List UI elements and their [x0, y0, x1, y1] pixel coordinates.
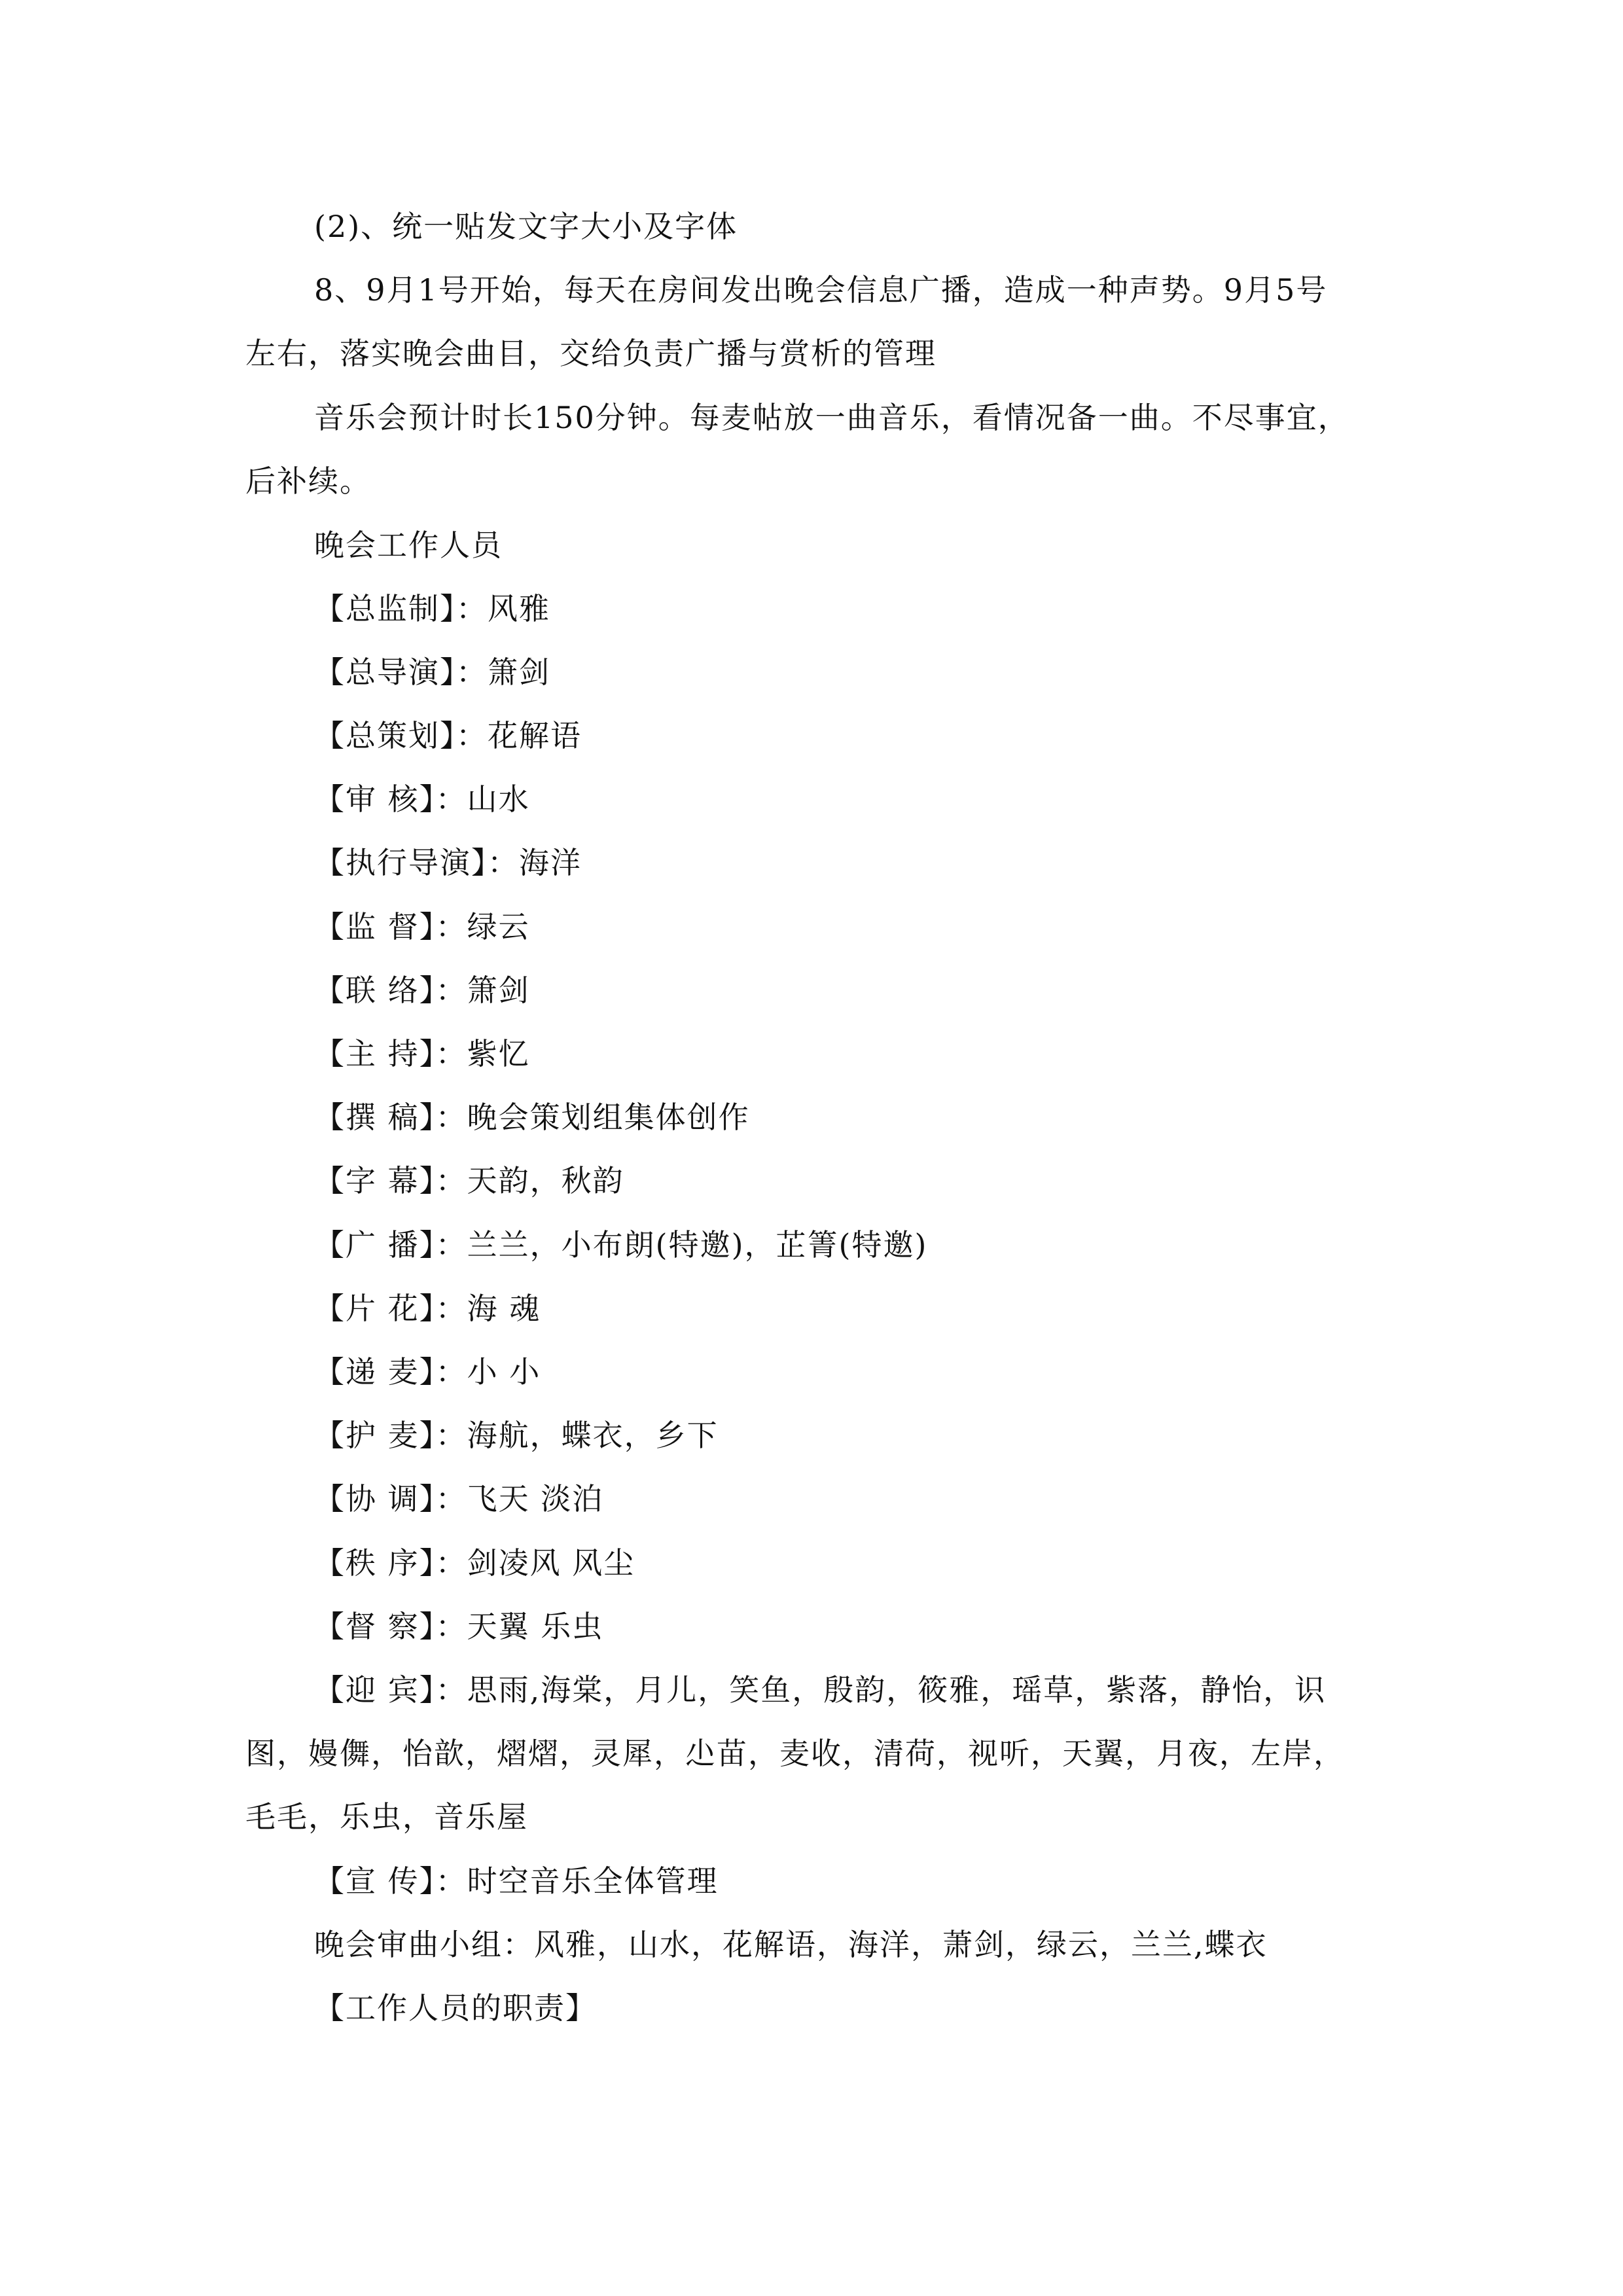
staff-role-chief-planner: 【总策划】：花解语: [314, 718, 582, 753]
staff-role-greeters-line-3: 毛毛，乐虫，音乐屋: [245, 1799, 528, 1835]
staff-role-host: 【主 持】：紫忆: [314, 1036, 530, 1071]
staff-role-order: 【秩 序】：剑凌风 风尘: [314, 1545, 635, 1581]
paragraph-broadcast-line-2: 左右，落实晚会曲目，交给负责广播与赏析的管理: [245, 336, 936, 371]
staff-duties-heading: 【工作人员的职责】: [314, 1990, 597, 2026]
staff-role-greeters-line-1: 【迎 宾】：思雨,海棠，月儿，笑鱼，殷韵，筱雅，瑶草，紫落，静怡，识: [314, 1672, 1327, 1708]
staff-role-mic-guard: 【护 麦】：海航，蝶衣，乡下: [314, 1418, 719, 1453]
staff-role-executive-director: 【执行导演】：海洋: [314, 845, 582, 880]
paragraph-broadcast-line-1: 8、9月1号开始，每天在房间发出晚会信息广播，造成一种声势。9月5号: [314, 272, 1328, 308]
staff-role-trailer: 【片 花】：海 魂: [314, 1291, 541, 1326]
staff-role-reviewer: 【审 核】：山水: [314, 781, 530, 817]
staff-role-broadcast: 【广 播】：兰兰，小布朗(特邀)，芷箐(特邀): [314, 1227, 928, 1263]
music-review-group: 晚会审曲小组：风雅，山水，花解语，海洋，萧剑，绿云，兰兰,蝶衣: [314, 1927, 1268, 1962]
staff-role-chief-director: 【总导演】：箫剑: [314, 655, 550, 690]
paragraph-duration-line-2: 后补续。: [245, 463, 371, 499]
staff-role-publicity: 【宣 传】：时空音乐全体管理: [314, 1863, 719, 1899]
staff-role-liaison: 【联 络】：箫剑: [314, 973, 530, 1008]
staff-heading: 晚会工作人员: [314, 528, 503, 563]
staff-role-subtitles: 【字 幕】：天韵，秋韵: [314, 1163, 624, 1198]
staff-role-greeters-line-2: 图，嫚儛，怡歆，熠熠，灵犀，尐苗，麦收，清荷，视听，天翼，月夜，左岸，: [245, 1736, 1345, 1771]
staff-role-chief-supervisor: 【总监制】：风雅: [314, 591, 550, 626]
staff-role-supervision: 【监 督】：绿云: [314, 909, 530, 944]
paragraph-duration-line-1: 音乐会预计时长150分钟。每麦帖放一曲音乐，看情况备一曲。不尽事宜，: [314, 400, 1349, 435]
staff-role-inspection: 【督 察】：天翼 乐虫: [314, 1609, 604, 1644]
section-heading-font: (2)、统一贴发文字大小及字体: [314, 209, 738, 244]
staff-role-coordination: 【协 调】：飞天 淡泊: [314, 1481, 604, 1516]
staff-role-writer: 【撰 稿】：晚会策划组集体创作: [314, 1100, 750, 1135]
staff-role-mic-passer: 【递 麦】：小 小: [314, 1354, 541, 1390]
